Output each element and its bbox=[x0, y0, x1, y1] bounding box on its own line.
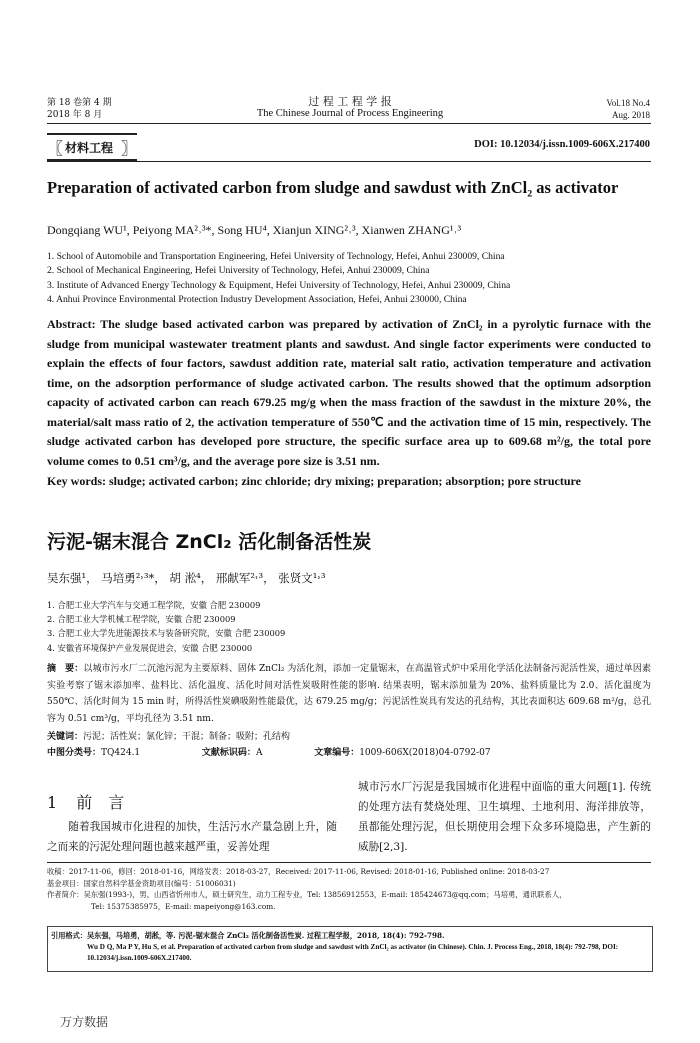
citation-cn: 吴东强，马培勇，胡淞，等. 污泥-锯末混合 ZnCl₂ 活化制备活性炭. 过程工程学报，2018, 18(4): 792-798. bbox=[86, 931, 445, 940]
clc-label: 中图分类号： bbox=[47, 748, 102, 758]
author-info-contact: Tel: 15375385975，E-mail: mapeiyong@163.com. bbox=[91, 901, 276, 911]
section-tag-label: 材料工程 bbox=[65, 141, 114, 155]
section-1-title: 前 言 bbox=[76, 793, 125, 812]
authors-cn: 吴东强¹， 马培勇²˒³*， 胡 淞⁴， 邢献军²˒³， 张贤文¹˒³ bbox=[47, 571, 326, 585]
title-en: Preparation of activated carbon from sludge and sawdust with ZnCl₂ as activator bbox=[47, 178, 619, 197]
affiliation-cn-1: 1. 合肥工业大学汽车与交通工程学院，安徽 合肥 230009 bbox=[47, 600, 261, 610]
abstract-en-text: The sludge based activated carbon was prepared by activation of ZnCl₂ in a pyrolytic furnace with the sludge from municipal wastewater treatment plants and sawdust. And single factor experiments were conducted to explain the effects of four factors, sawdust addition rate, material salt ratio, activation temperature and activation time, on the adsorption performance of sludge activated carbon. The results showed that the optimum adsorption capacity of activated carbon can reach 679.25 mg/g when the mass fraction of the sawdust in the mixture 20%, the material/salt mass ratio of 2, the activation temperature of 550℃ and the activation time of 15 min, respectively. The sludge activated carbon has developed pore structure, the specific surface area up to 609.68 m²/g, the total pore volume comes to 0.51 cm³/g, and the average pore size is 3.51 nm. bbox=[47, 317, 651, 468]
watermark: 万方数据 bbox=[60, 1015, 109, 1029]
affiliations-cn bbox=[47, 598, 647, 655]
header-volume-cn: 第 18 卷第 4 期 bbox=[47, 98, 112, 108]
section-1-number: 1 bbox=[47, 793, 58, 812]
author-info: 作者简介：吴东强(1993-)，男，山西省忻州市人，硕士研究生，动力工程专业，Tel: 13856912553，E-mail: 185424673@qq.com；马培勇，通讯联系人， bbox=[47, 890, 567, 899]
article-number-label: 文章编号： bbox=[314, 748, 360, 758]
affiliation-en-3: 3. Institute of Advanced Energy Technology & Equipment, Hefei University of Technology, Hefei, Anhui 230009, China bbox=[47, 279, 511, 291]
section-tag-left-bracket: 〖 bbox=[47, 139, 64, 158]
fund-info: 基金项目：国家自然科学基金资助项目(编号：51006031) bbox=[47, 878, 236, 888]
header-volume-en: Vol.18 No.4 bbox=[606, 98, 650, 108]
section-tag-right-bracket: 〗 bbox=[120, 139, 137, 158]
citation-en: Wu D Q, Ma P Y, Hu S, et al. Preparation of activated carbon from sludge and sawdust with ZnCl₂ as activator (in Chinese). Chin. J. Process Eng., 2018, 18(4): 792-798, DOI: 10.12034/j.issn.1009-606X.217400. bbox=[86, 942, 619, 962]
header-rule bbox=[47, 123, 651, 124]
header-journal-cn: 过 程 工 程 学 报 bbox=[308, 95, 392, 108]
clc-value: TQ424.1 bbox=[101, 748, 141, 758]
abstract-cn-text: 以城市污水厂二沉池污泥为主要原料、固体 ZnCl₂ 为活化剂，添加一定量锯末，在高温管式炉中采用化学活化法制备污泥活性炭，通过单因素实验考察了锯末添加率、盐料比、活化温度、活化时间对活性炭吸附性能的影响. 结果表明，锯末添加量为 20%、盐料质量比为 2.0、活化温度为 550℃、活化时间为 15 min 时，所得活性炭碘吸附性能最优，达 679.25 mg/g；污泥活性炭具有发达的孔结构，其比表面积达 609.68 m²/g，总孔容为 0.51 cm³/g，平均孔径为 3.51 nm. bbox=[47, 664, 651, 724]
keywords-en-text: sludge; activated carbon; zinc chloride; dry mixing; preparation; absorption; pore structure bbox=[106, 474, 581, 488]
doi-rule bbox=[47, 161, 651, 162]
keywords-en-label: Key words: bbox=[47, 474, 106, 488]
doi: DOI: 10.12034/j.issn.1009-606X.217400 bbox=[474, 139, 650, 150]
authors-en: Dongqiang WU¹, Peiyong MA²˒³*, Song HU⁴, Xianjun XING²˒³, Xianwen ZHANG¹˒³ bbox=[47, 223, 462, 237]
article-number-value: 1009-606X(2018)04-0792-07 bbox=[359, 748, 491, 758]
section-1-heading bbox=[47, 790, 124, 813]
footnote-rule bbox=[47, 862, 651, 863]
title-cn: 污泥-锯末混合 ZnCl₂ 活化制备活性炭 bbox=[47, 531, 372, 553]
header-journal-en: The Chinese Journal of Process Engineering bbox=[256, 108, 444, 119]
affiliations-en bbox=[47, 250, 667, 308]
affiliation-en-1: 1. School of Automobile and Transportation Engineering, Hefei University of Technology, Hefei, Anhui 230009, China bbox=[47, 251, 505, 262]
doc-code-value: A bbox=[255, 748, 263, 758]
citation-label: 引用格式： bbox=[51, 931, 87, 940]
citation-box bbox=[47, 926, 653, 972]
abstract-en bbox=[47, 315, 651, 471]
keywords-cn bbox=[47, 729, 651, 745]
footnotes bbox=[47, 866, 657, 912]
header-date-cn: 2018 年 8 月 bbox=[47, 110, 103, 120]
abstract-cn-label: 摘 要： bbox=[47, 664, 84, 674]
classification bbox=[47, 745, 651, 761]
affiliation-cn-3: 3. 合肥工业大学先进能源技术与装备研究院，安徽 合肥 230009 bbox=[47, 628, 286, 639]
header-date-en: Aug. 2018 bbox=[612, 110, 650, 120]
abstract-en-label: Abstract: bbox=[47, 317, 96, 331]
section-tag bbox=[47, 133, 137, 161]
keywords-cn-label: 关键词： bbox=[47, 732, 84, 742]
affiliation-cn-2: 2. 合肥工业大学机械工程学院，安徽 合肥 230009 bbox=[47, 614, 236, 625]
affiliation-en-2: 2. School of Mechanical Engineering, Hefei University of Technology, Hefei, Anhui 230009, China bbox=[47, 265, 430, 277]
section-1-para-left: 随着我国城市化进程的加快，生活污水产量急剧上升，随之而来的污泥处理问题也越来越严重，妥善处理 bbox=[47, 821, 337, 853]
affiliation-cn-4: 4. 安徽省环境保护产业发展促进会，安徽 合肥 230000 bbox=[47, 642, 253, 653]
received-dates: 收稿：2017-11-06，修回：2018-01-16，网络发表：2018-03-27，Received: 2017-11-06, Revised: 2018-01-16, Published online: 2018-03-27 bbox=[47, 867, 550, 876]
doc-code-label: 文献标识码： bbox=[201, 748, 256, 758]
affiliation-en-4: 4. Anhui Province Environmental Protection Industry Development Association, Hefei, Anhui 230000, China bbox=[47, 294, 467, 306]
keywords-en bbox=[47, 472, 651, 492]
section-1-para-right: 城市污水厂污泥是我国城市化进程中面临的重大问题[1]. 传统的处理方法有焚烧处理、卫生填埋、土地利用、海洋排放等，虽都能处理污泥，但长期使用会埋下众多环境隐患，产生新的威胁[2,3]. bbox=[358, 781, 651, 853]
abstract-cn bbox=[47, 661, 651, 727]
keywords-cn-text: 污泥；活性炭；氯化锌；干混；制备；吸附；孔结构 bbox=[83, 732, 291, 742]
